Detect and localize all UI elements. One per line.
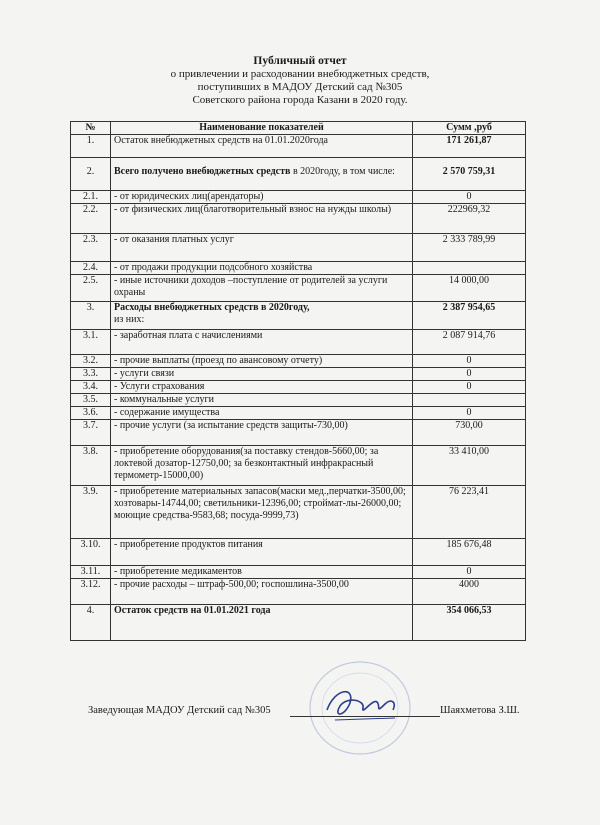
row-amount: 4000	[413, 579, 526, 605]
row-amount: 2 087 914,76	[413, 330, 526, 355]
row-name: - приобретение оборудования(за поставку стендов-5660,00; за локтевой дозатор-12750,00; за безконтактный инфракрасный термометр-15000,00)	[111, 446, 413, 486]
row-name: - Услуги страхования	[111, 381, 413, 394]
table-row	[71, 135, 526, 158]
table-row	[71, 394, 526, 407]
table-row	[71, 330, 526, 355]
row-name: - приобретение медикаментов	[111, 566, 413, 579]
report-subtitle-line1: о привлечении и расходовании внебюджетных средств,	[170, 68, 430, 80]
signature-line	[290, 716, 440, 717]
signer-position: Заведующая МАДОУ Детский сад №305	[88, 705, 271, 716]
row-amount: 76 223,41	[413, 486, 526, 539]
signer-name: Шаяхметова З.Ш.	[440, 705, 520, 716]
row-amount: 730,00	[413, 420, 526, 446]
row-amount: 0	[413, 566, 526, 579]
row-num: 4.	[71, 605, 111, 641]
row-name-suffix: из них:	[114, 314, 145, 325]
row-num: 3.9.	[71, 486, 111, 539]
row-amount: 222969,32	[413, 204, 526, 234]
row-amount: 0	[413, 355, 526, 368]
row-name: - прочие услуги (за испытание средств защиты-730,00)	[111, 420, 413, 446]
report-title: Публичный отчет	[253, 55, 347, 67]
row-amount: 2 333 789,99	[413, 234, 526, 262]
row-amount: 185 676,48	[413, 539, 526, 566]
row-num: 3.10.	[71, 539, 111, 566]
row-amount: 33 410,00	[413, 446, 526, 486]
table-row	[71, 605, 526, 641]
report-subtitle-line2: поступивших в МАДОУ Детский сад №305	[197, 81, 403, 93]
header-name: Наименование показателей	[111, 122, 413, 135]
row-num: 3.11.	[71, 566, 111, 579]
row-amount: 354 066,53	[413, 605, 526, 641]
table-row	[71, 302, 526, 330]
table-row	[71, 566, 526, 579]
row-name: - от продажи продукции подсобного хозяйства	[111, 262, 413, 275]
header-sum: Сумм ,руб	[413, 122, 526, 135]
report-subtitle-line3: Советского района города Казани в 2020 году.	[192, 94, 408, 106]
row-num: 3.1.	[71, 330, 111, 355]
row-name: Остаток средств на 01.01.2021 года	[111, 605, 413, 641]
row-name	[111, 158, 413, 191]
row-num: 3.4.	[71, 381, 111, 394]
row-amount: 0	[413, 407, 526, 420]
row-amount: 0	[413, 381, 526, 394]
row-name	[111, 302, 413, 330]
header-num: №	[71, 122, 111, 135]
row-name: - заработная плата с начислениями	[111, 330, 413, 355]
table-row	[71, 579, 526, 605]
row-num: 3.5.	[71, 394, 111, 407]
row-num: 2.1.	[71, 191, 111, 204]
row-num: 3.7.	[71, 420, 111, 446]
row-name: - услуги связи	[111, 368, 413, 381]
row-amount	[413, 262, 526, 275]
row-amount: 14 000,00	[413, 275, 526, 302]
table-row	[71, 539, 526, 566]
table-header-row	[71, 122, 526, 135]
table-row	[71, 262, 526, 275]
signature-block	[0, 701, 600, 741]
report-table	[70, 121, 526, 641]
row-name: - прочие выплаты (проезд по авансовому отчету)	[111, 355, 413, 368]
row-name: - содержание имущества	[111, 407, 413, 420]
report-header	[0, 55, 600, 107]
row-amount: 0	[413, 191, 526, 204]
row-name: - от физических лиц(благотворительный взнос на нужды школы)	[111, 204, 413, 234]
table-row	[71, 204, 526, 234]
row-name: - приобретение продуктов питания	[111, 539, 413, 566]
row-num: 3.3.	[71, 368, 111, 381]
row-amount: 2 387 954,65	[413, 302, 526, 330]
row-name-suffix: в 2020году, в том числе:	[290, 166, 395, 177]
row-num: 3.12.	[71, 579, 111, 605]
row-name-bold: Расходы внебюджетных средств в 2020году,	[114, 302, 310, 313]
table-row	[71, 381, 526, 394]
table-row	[71, 446, 526, 486]
row-name: Остаток внебюджетных средств на 01.01.2020года	[111, 135, 413, 158]
row-num: 3.	[71, 302, 111, 330]
row-num: 2.5.	[71, 275, 111, 302]
row-name: - прочие расходы – штраф-500,00; госпошлина-3500,00	[111, 579, 413, 605]
table-row	[71, 368, 526, 381]
row-amount: 2 570 759,31	[413, 158, 526, 191]
row-name-bold: Всего получено внебюджетных средств	[114, 166, 291, 177]
row-num: 2.	[71, 158, 111, 191]
row-num: 2.2.	[71, 204, 111, 234]
row-amount: 171 261,87	[413, 135, 526, 158]
table-row	[71, 275, 526, 302]
row-amount	[413, 394, 526, 407]
row-name: - иные источники доходов –поступление от родителей за услуги охраны	[111, 275, 413, 302]
row-num: 1.	[71, 135, 111, 158]
row-num: 2.3.	[71, 234, 111, 262]
table-row	[71, 234, 526, 262]
table-row	[71, 158, 526, 191]
row-name: - приобретение материальных запасов(маски мед.,перчатки-3500,00; хозтовары-14744,00; светильники-12396,00; строймат-лы-26000,00; моющие средства-9583,68; посуда-9999,73)	[111, 486, 413, 539]
row-amount: 0	[413, 368, 526, 381]
table-row	[71, 407, 526, 420]
row-name: - от юридических лиц(арендаторы)	[111, 191, 413, 204]
table-row	[71, 486, 526, 539]
table-row	[71, 420, 526, 446]
row-num: 2.4.	[71, 262, 111, 275]
row-name: - коммунальные услуги	[111, 394, 413, 407]
table-row	[71, 355, 526, 368]
row-num: 3.6.	[71, 407, 111, 420]
table-row	[71, 191, 526, 204]
row-num: 3.2.	[71, 355, 111, 368]
row-num: 3.8.	[71, 446, 111, 486]
row-name: - от оказания платных услуг	[111, 234, 413, 262]
